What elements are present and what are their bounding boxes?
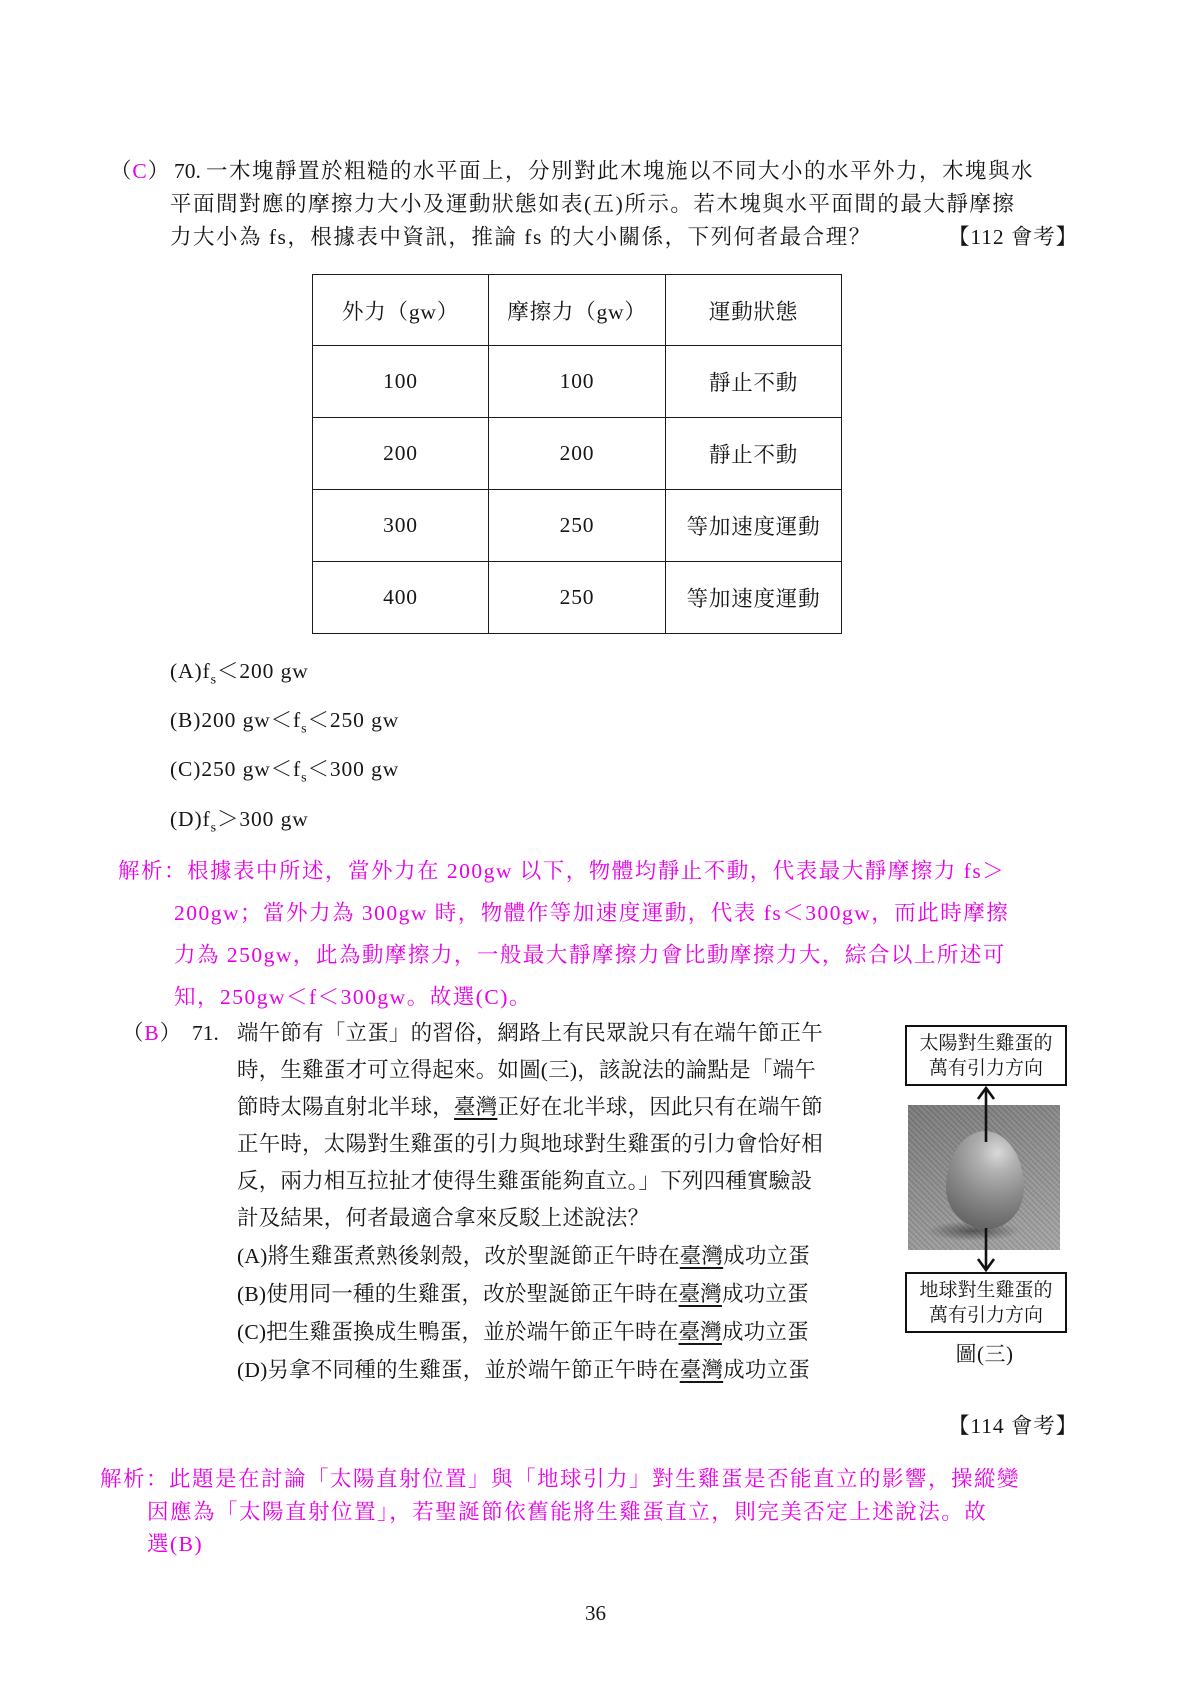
option-text: (C)250 gw＜f bbox=[170, 757, 302, 781]
underlined-taiwan: 臺灣 bbox=[678, 1282, 722, 1306]
table-cell: 250 bbox=[489, 562, 666, 634]
down-arrow-icon bbox=[976, 1228, 996, 1272]
table-cell: 100 bbox=[489, 346, 666, 418]
q71-text-line-3 bbox=[237, 1094, 823, 1120]
q71-text-line-6: 計及結果，何者最適合拿來反駁上述說法？ bbox=[237, 1206, 650, 1230]
q71-option-d bbox=[237, 1357, 810, 1383]
q70-option-c bbox=[170, 756, 400, 786]
q70-text-line-1: 一木塊靜置於粗糙的水平面上，分別對此木塊施以不同大小的水平外力，木塊與水 bbox=[206, 159, 1035, 183]
q71-answer-label bbox=[122, 1020, 182, 1046]
q71-answer-letter: B bbox=[144, 1021, 160, 1045]
q70-answer-letter: C bbox=[132, 159, 148, 183]
answer-paren-close: ） bbox=[159, 1021, 183, 1045]
friction-table-header-row bbox=[313, 275, 842, 346]
q70-option-a bbox=[170, 658, 309, 688]
up-arrow-icon bbox=[976, 1086, 996, 1142]
option-text: (B)200 gw＜f bbox=[170, 708, 302, 732]
q70-text-line-3: 力大小為 fs，根據表中資訊，推論 fs 的大小關係，下列何者最合理？ bbox=[170, 225, 872, 249]
option-text: (D)另拿不同種的生雞蛋，並於端午節正午時在 bbox=[237, 1358, 680, 1382]
q70-exam-source: 【112 會考】 bbox=[948, 225, 1079, 249]
option-text: ＜300 gw bbox=[307, 757, 400, 781]
line-text: 正好在北半球，因此只有在端午節 bbox=[497, 1095, 823, 1119]
underlined-taiwan: 臺灣 bbox=[679, 1358, 724, 1382]
option-subscript: s bbox=[301, 770, 308, 786]
table-cell: 等加速度運動 bbox=[666, 562, 842, 634]
q71-analysis-line-1: 解析：此題是在討論「太陽直射位置」與「地球引力」對生雞蛋是否能直立的影響，操縱變 bbox=[100, 1467, 1021, 1491]
option-text: 成功立蛋 bbox=[723, 1244, 810, 1268]
q71-text-line-1: 端午節有「立蛋」的習俗，網路上有民眾說只有在端午節正午 bbox=[237, 1021, 823, 1045]
option-text: ＜250 gw bbox=[307, 708, 400, 732]
q70-analysis-line-4: 知，250gw＜f＜300gw。故選(C)。 bbox=[174, 985, 532, 1009]
sun-gravity-label-box bbox=[905, 1025, 1067, 1086]
q71-question-number: 71. bbox=[192, 1021, 219, 1045]
underlined-taiwan: 臺灣 bbox=[679, 1244, 724, 1268]
table-row bbox=[313, 346, 842, 418]
option-text: 成功立蛋 bbox=[723, 1358, 810, 1382]
q70-option-b bbox=[170, 707, 400, 737]
q70-text-line-2: 平面間對應的摩擦力大小及運動狀態如表(五)所示。若木塊與水平面間的最大靜摩擦 bbox=[170, 192, 1016, 216]
table-cell: 100 bbox=[313, 346, 489, 418]
q71-text-line-4: 正午時，太陽對生雞蛋的引力與地球對生雞蛋的引力會恰好相 bbox=[237, 1132, 823, 1156]
friction-table bbox=[312, 274, 842, 634]
underlined-taiwan: 臺灣 bbox=[454, 1095, 498, 1119]
answer-paren-open: （ bbox=[110, 159, 133, 183]
sun-gravity-label-line2: 萬有引力方向 bbox=[928, 1058, 1043, 1079]
option-text: (A)f bbox=[170, 659, 211, 683]
option-text: (B)使用同一種的生雞蛋，改於聖誕節正午時在 bbox=[237, 1282, 679, 1306]
table-row bbox=[313, 418, 842, 490]
q71-analysis-line-3: 選(B) bbox=[147, 1532, 204, 1556]
q70-analysis-line-2: 200gw；當外力為 300gw 時，物體作等加速度運動，代表 fs＜300gw，而此時摩擦 bbox=[174, 901, 1010, 925]
q71-option-b bbox=[237, 1281, 809, 1307]
q70-question-number: 70. bbox=[174, 159, 201, 183]
option-text: 成功立蛋 bbox=[721, 1282, 809, 1306]
option-subscript: s bbox=[210, 672, 217, 688]
figure-caption: 圖(三) bbox=[955, 1342, 1014, 1366]
earth-gravity-label-line2: 萬有引力方向 bbox=[928, 1305, 1043, 1326]
table-cell: 等加速度運動 bbox=[666, 490, 842, 562]
q70-option-d bbox=[170, 806, 309, 836]
page-number: 36 bbox=[585, 1601, 606, 1625]
table-header-friction-force: 摩擦力（gw） bbox=[489, 275, 666, 346]
table-cell: 250 bbox=[489, 490, 666, 562]
option-text: ＞300 gw bbox=[216, 807, 309, 831]
q71-text-line-5: 反，兩力相互拉扯才使得生雞蛋能夠直立。」下列四種實驗設 bbox=[237, 1169, 813, 1193]
q71-option-a bbox=[237, 1243, 810, 1269]
option-text: 成功立蛋 bbox=[721, 1320, 809, 1344]
table-cell: 300 bbox=[313, 490, 489, 562]
q70-answer-label bbox=[110, 158, 170, 184]
answer-paren-close: ） bbox=[147, 159, 171, 183]
earth-gravity-label-line1: 地球對生雞蛋的 bbox=[919, 1280, 1053, 1301]
table-row bbox=[313, 490, 842, 562]
egg bbox=[946, 1131, 1024, 1229]
option-text: (A)將生雞蛋煮熟後剝殼，改於聖誕節正午時在 bbox=[237, 1244, 680, 1268]
q71-option-c bbox=[237, 1319, 809, 1345]
sun-gravity-label-line1: 太陽對生雞蛋的 bbox=[919, 1033, 1053, 1054]
table-header-motion-state: 運動狀態 bbox=[666, 275, 842, 346]
q70-analysis-line-1: 解析：根據表中所述，當外力在 200gw 以下，物體均靜止不動，代表最大靜摩擦力 fs＞ bbox=[118, 859, 1006, 883]
table-cell: 200 bbox=[313, 418, 489, 490]
earth-gravity-label-box bbox=[905, 1272, 1067, 1333]
option-subscript: s bbox=[301, 721, 308, 737]
option-text: (C)把生雞蛋換成生鴨蛋，並於端午節正午時在 bbox=[237, 1320, 679, 1344]
q71-text-line-2: 時，生雞蛋才可立得起來。如圖(三)，該說法的論點是「端午 bbox=[237, 1058, 816, 1082]
table-cell: 400 bbox=[313, 562, 489, 634]
option-subscript: s bbox=[210, 820, 217, 836]
q70-analysis-line-3: 力為 250gw，此為動摩擦力，一般最大靜摩擦力會比動摩擦力大，綜合以上所述可 bbox=[174, 943, 1006, 967]
table-cell: 靜止不動 bbox=[666, 346, 842, 418]
table-header-external-force: 外力（gw） bbox=[313, 275, 489, 346]
option-text: ＜200 gw bbox=[216, 659, 309, 683]
underlined-taiwan: 臺灣 bbox=[678, 1320, 722, 1344]
q71-analysis-line-2: 因應為「太陽直射位置」，若聖誕節依舊能將生雞蛋直立，則完美否定上述說法。故 bbox=[147, 1500, 988, 1524]
table-cell: 200 bbox=[489, 418, 666, 490]
q71-exam-source: 【114 會考】 bbox=[948, 1414, 1079, 1438]
option-text: (D)f bbox=[170, 807, 211, 831]
answer-paren-open: （ bbox=[122, 1021, 145, 1045]
line-text: 節時太陽直射北半球， bbox=[237, 1095, 455, 1119]
table-row bbox=[313, 562, 842, 634]
table-cell: 靜止不動 bbox=[666, 418, 842, 490]
